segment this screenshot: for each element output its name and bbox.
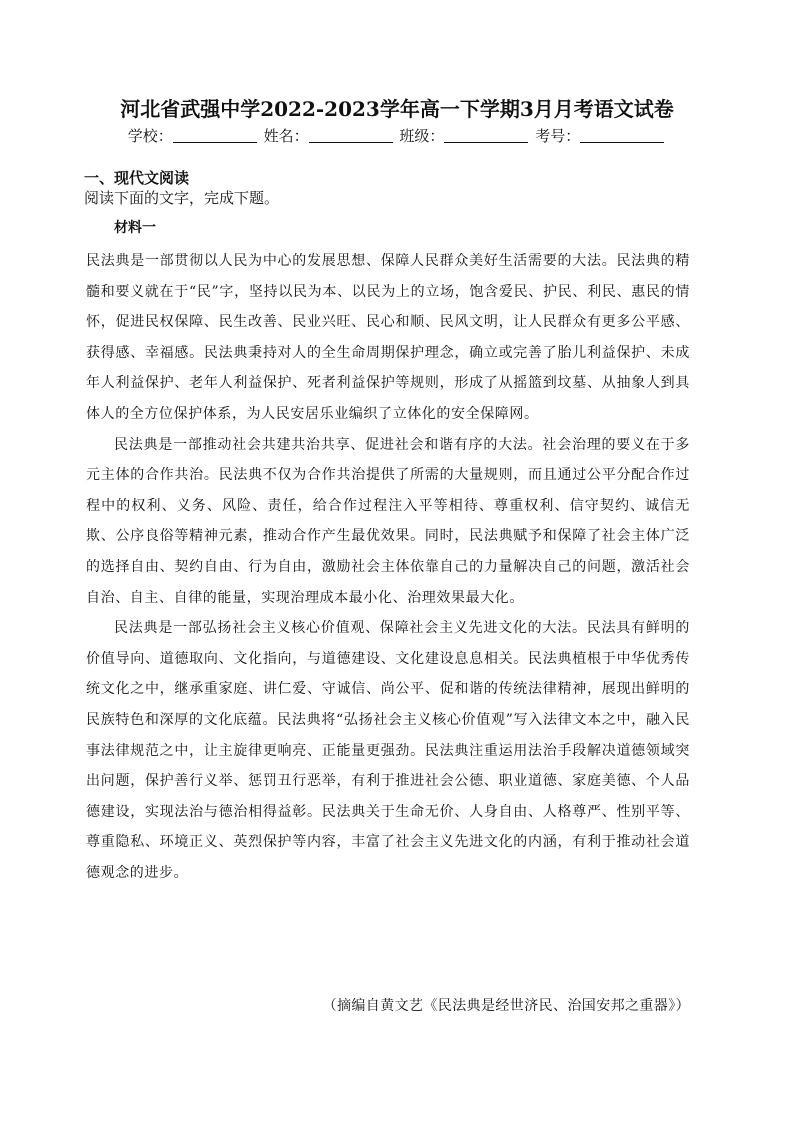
paragraph-1: 民法典是一部贯彻以人民为中心的发展思想、保障人民群众美好生活需要的大法。民法典的精髓和要义就在于“民”字，坚持以民为本、以民为上的立场，饱含爱民、护民、利民、惠民的情怀，促进民权保障、民生改善、民业兴旺、民心和顺、民风文明，让人民群众有更多公平感、获得感、幸福感。民法典秉持对人的全生命周期保护理念，确立或完善了胎儿利益保护、未成年人利益保护、老年人利益保护、死者利益保护等规则，形成了从摇篮到坟墓、从抽象人到具体人的全方位保护体系，为人民安居乐业编织了立体化的安全保障网。 — [86, 253, 690, 422]
name-label: 姓名： — [263, 127, 309, 145]
article-body — [86, 246, 690, 888]
reading-instruction: 阅读下面的文字，完成下题。 — [84, 189, 280, 207]
exam-title: 河北省武强中学2022-2023学年高一下学期3月月考语文试卷 — [120, 97, 674, 121]
paragraph-3: 民法典是一部弘扬社会主义核心价值观、保障社会主义先进文化的大法。民法具有鲜明的价值导向、道德取向、文化指向，与道德建设、文化建设息息相关。民法典植根于中华优秀传统文化之中，继承重家庭、讲仁爱、守诚信、尚公平、促和谐的传统法律精神，展现出鲜明的民族特色和深厚的文化底蕴。民法典将“弘扬社会主义核心价值观”写入法律文本之中，融入民事法律规范之中，让主旋律更响亮、正能量更强劲。民法典注重运用法治手段解决道德领域突出问题，保护善行义举、惩罚丑行恶举，有利于推进社会公德、职业道德、家庭美德、个人品德建设，实现法治与德治相得益彰。民法典关于生命无价、人身自由、人格尊严、性别平等、尊重隐私、环境正义、英烈保护等内容，丰富了社会主义先进文化的内涵，有利于推动社会道德观念的进步。 — [86, 620, 690, 881]
paragraph-2: 民法典是一部推动社会共建共治共享、促进社会和谐有序的大法。社会治理的要义在于多元主体的合作共治。民法典不仅为合作共治提供了所需的大量规则，而且通过公平分配合作过程中的权利、义务、风险、责任，给合作过程注入平等相待、尊重权利、信守契约、诚信无欺、公序良俗等精神元素，推动合作产生最优效果。同时，民法典赋予和保障了社会主体广泛的选择自由、契约自由、行为自由，激励社会主体依靠自己的力量解决自己的问题，激活社会自治、自主、自律的能量，实现治理成本最小化、治理效果最大化。 — [86, 436, 690, 606]
exam-number-blank — [580, 128, 664, 143]
class-blank — [444, 128, 528, 143]
school-blank — [173, 128, 257, 143]
class-label: 班级： — [399, 127, 445, 145]
section-heading: 一、现代文阅读 — [84, 169, 190, 187]
material-label: 材料一 — [114, 220, 156, 236]
exam-number-label: 考号： — [535, 127, 581, 145]
source-citation: （摘编自黄文艺《民法典是经世济民、治国安邦之重器》） — [322, 998, 690, 1014]
name-blank — [309, 128, 393, 143]
student-info-line — [0, 126, 794, 146]
school-label: 学校： — [127, 127, 173, 145]
